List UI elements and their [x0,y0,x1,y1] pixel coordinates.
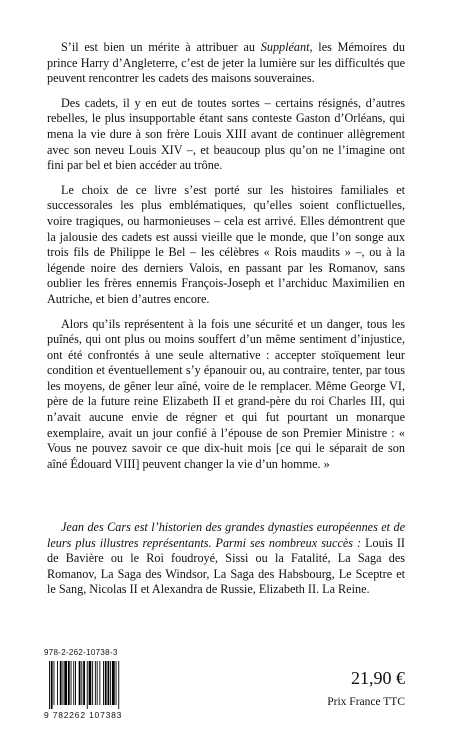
paragraph-2: Des cadets, il y en eut de toutes sortes – certains résignés, d’autres rebelles, le plus insupportable étant sans conteste Gaston d’Orléans, qui mena la vie dure à son frère Louis XIII avant de continuer allègrement avec son neveu Louis XIV –, et beaucoup plus qu’on ne l’imagine ont fini par bel et bien accéder au trône. [47,95,405,173]
author-works: Louis II de Bavière ou le Roi foudroyé, Sissi ou la Fatalité, La Saga des Romanov, La Saga des Windsor, La Saga des Habsbourg, Le Sceptre et le Sang, Nicolas II et Alexandra de Russie, Elizabeth II. La Reine. [47,535,405,597]
barcode-bar [51,661,53,709]
barcode-graphic [48,661,148,709]
barcode-bar [87,661,88,709]
barcode-bar [64,661,67,705]
barcode-bar [89,661,92,705]
barcode-bar [57,661,58,705]
barcode-bar [49,661,50,709]
barcode-bar [73,661,74,705]
barcode-bar [99,661,100,705]
author-bio [47,520,405,598]
barcode-bar [71,661,72,705]
barcode-bar [92,661,93,705]
paragraph-3: Le choix de ce livre s’est porté sur les histoires familiales et successorales les plus emblématiques, qu’elles soient conflictuelles, voire tragiques, ou harmonieuses – cela est arrivé. Elles démontrent que la jalousie des cadets est aussi vieille que le monde, que l’on songe aux trois fils de Philippe le Bel – les célèbres « Rois maudits » –, ou à la légende noire des derniers Valois, en passant par les Romanov, sans oublier les frères ennemis François-Joseph et l’archiduc Maximilien en Autriche, et bien d’autres encore. [47,182,405,306]
barcode-bar [68,661,70,705]
isbn-label: 978-2-262-10738-3 [44,648,118,657]
barcode-digits: 9 782262 107383 [44,710,123,720]
author-bio-intro: Jean des Cars est l’historien des grandes dynasties européennes et de leurs plus illustres représentants. Parmi ses nombreux succès : [47,520,405,550]
paragraph-4: Alors qu’ils représentent à la fois une sécurité et un danger, tous les puînés, qui ont plus ou moins souffert d’un même sentiment d’injustice, ont été confrontés à une seule alternative : accepter stoïquement leur condition et éventuellement s’y épanouir ou, au contraire, tenter, par tous les moyens, de gêner leur aîné, voire de le remplacer. Même George VI, père de la future reine Elizabeth II et grand-père du roi Charles III, qui n’avait aucune envie de régner et qui fut pourtant un monarque exemplaire, avait un jour confié à l’épouse de son Premier Ministre : « Vous ne pouvez savoir ce que dix-huit mois [ce qui le séparait de son aîné Édouard VIII] peuvent changer la vie d’un homme. » [47,316,405,471]
price-label: Prix France TTC [327,696,405,708]
barcode-bar [116,661,117,705]
paragraph-1: S’il est bien un mérite à attribuer au Suppléant, les Mémoires du prince Harry d’Angleterre, c’est de jeter la lumière sur les difficultés que peuvent rencontrer les cadets des maisons souveraines. [47,40,405,86]
barcode-bar [60,661,62,705]
barcode-bar [103,661,104,705]
barcode-bar [108,661,110,705]
barcode-bar [97,661,98,705]
barcode-bar [95,661,96,705]
barcode-bar [54,661,55,705]
barcode-bar [110,661,111,705]
barcode-bar [112,661,115,705]
barcode [48,661,148,709]
book-title-italic: Suppléant [260,40,310,54]
barcode-bar [75,661,76,705]
blurb-text [47,40,405,481]
barcode-bar [83,661,85,705]
barcode-bar [63,661,64,705]
barcode-bar [79,661,81,705]
barcode-bar [105,661,107,705]
barcode-bar [81,661,82,705]
barcode-bar [118,661,119,709]
price: 21,90 € [351,668,405,688]
